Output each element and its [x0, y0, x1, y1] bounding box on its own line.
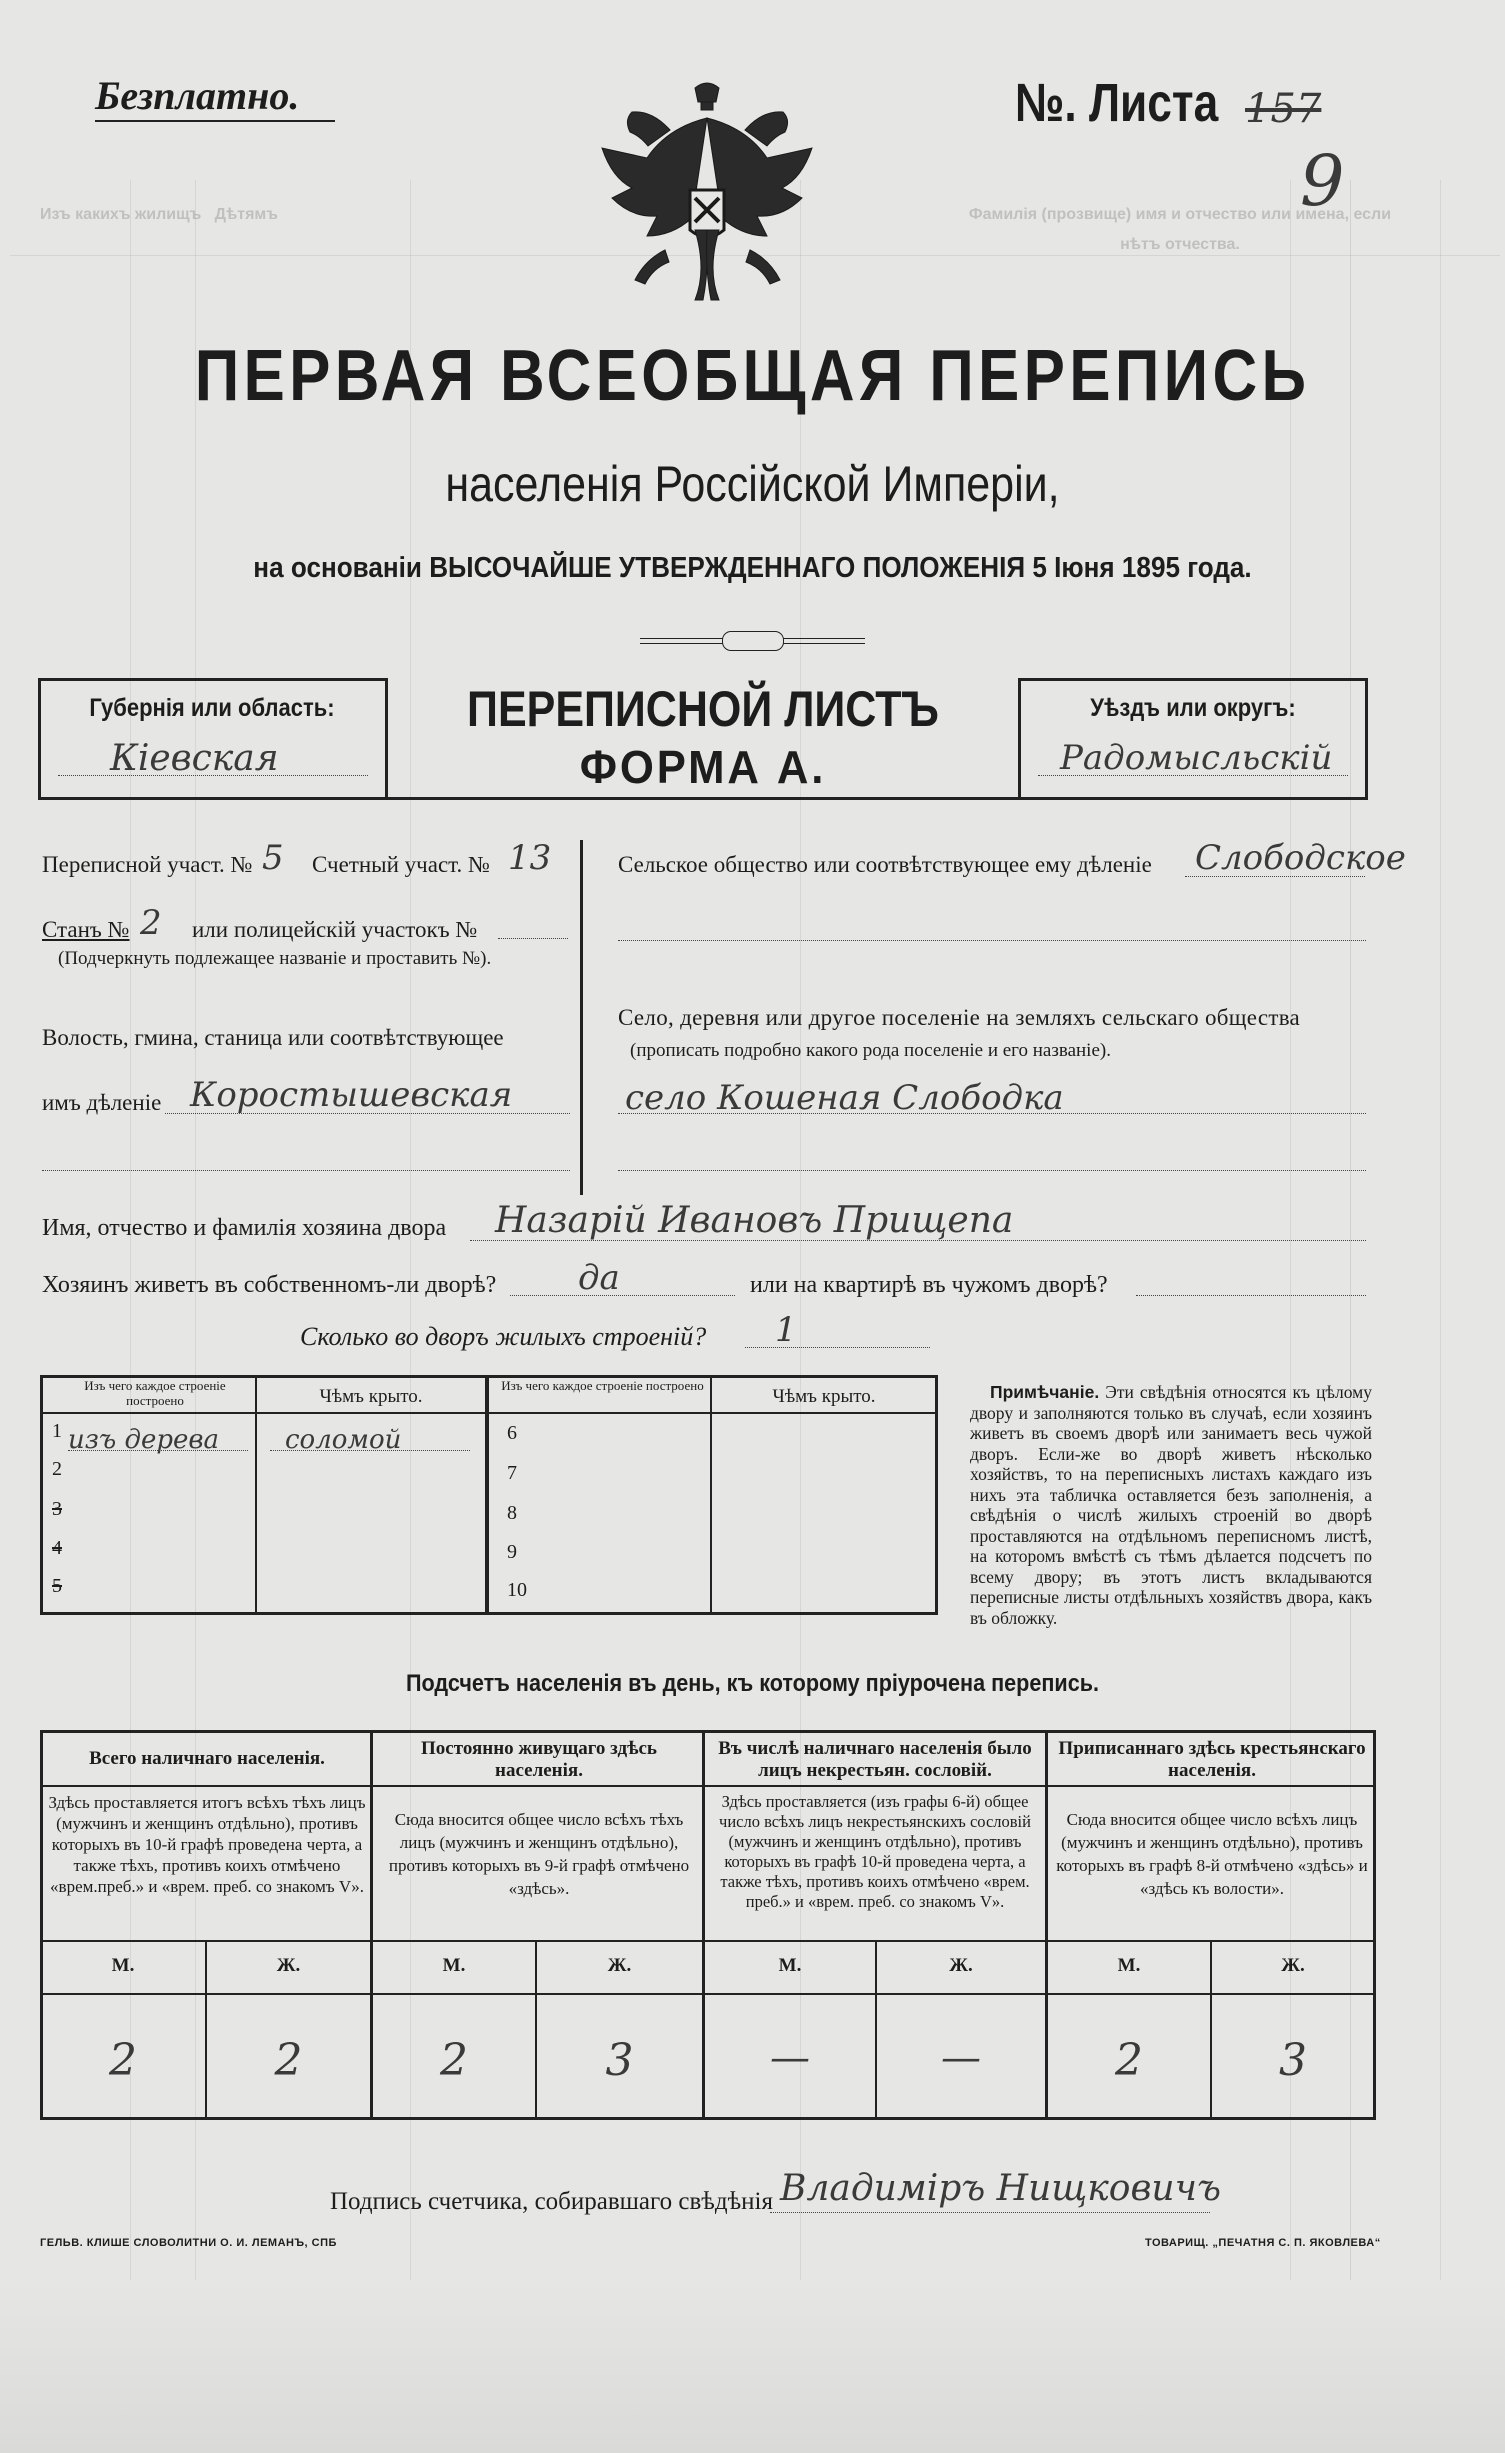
- count-district-value: 13: [508, 838, 552, 878]
- sheet-number-written: 9: [1300, 140, 1345, 222]
- footer-left: ГЕЛЬВ. КЛИШЕ СЛОВОЛИТНИ О. И. ЛЕМАНЪ, СПБ: [40, 2237, 337, 2249]
- row-number: 2: [52, 1458, 62, 1480]
- sheet-number-label: №. Листа: [1015, 73, 1219, 133]
- count-col-4-m-value: 2: [1115, 2035, 1143, 2086]
- row-material: изъ дерева: [68, 1425, 220, 1455]
- society-value: Слободское: [1195, 838, 1406, 878]
- col-roof-right: Чѣмъ крыто.: [772, 1386, 876, 1407]
- count-col-4-m-label: М.: [1117, 1955, 1141, 1976]
- free-label: Безплатно.: [95, 73, 300, 118]
- stan-value: 2: [140, 903, 162, 943]
- col-material-right: Изъ чего каждое строеніе построено: [501, 1378, 704, 1393]
- buildings-label: Сколько во дворъ жилыхъ строеній?: [300, 1322, 707, 1351]
- census-title: ПЕРВАЯ ВСЕОБЩАЯ ПЕРЕПИСЬ: [194, 336, 1311, 416]
- village-value: село Кошеная Слободка: [625, 1078, 1064, 1118]
- count-col-3-m-label: М.: [778, 1955, 802, 1976]
- volost-label-2: имъ дѣленіе: [42, 1090, 162, 1115]
- signature-value: Владиміръ Нищковичъ: [780, 2168, 1221, 2209]
- uezd-value: Радомысльскій: [1060, 738, 1333, 778]
- village-note: (прописать подробно какого рода поселеніе и его названіе).: [630, 1040, 1111, 1061]
- guberniya-value: Кіевская: [110, 738, 279, 779]
- footer-right: ТОВАРИЩ. „ПЕЧАТНЯ С. П. ЯКОВЛЕВА“: [1145, 2237, 1381, 2249]
- col-roof-left: Чѣмъ крыто.: [319, 1386, 423, 1407]
- sheet-number-struck: 157: [1245, 86, 1322, 132]
- count-col-1-m-value: 2: [109, 2035, 137, 2086]
- note-text: Эти свѣдѣнія относятся къ цѣлому двору и заполняются только въ случаѣ, если хозяинъ живетъ въ своемъ дворѣ или занимаетъ весь чужой дворъ. Если-же во дворѣ живетъ нѣсколько хозяйствъ, то на переписныхъ листахъ каждаго изъ нихъ эта табличка оставляется безъ заполненія, а свѣдѣнія о числѣ жилыхъ строеній во дворѣ проставляются на отдѣльномъ переписномъ листѣ, на которомъ вмѣстѣ съ тѣмъ дѣлается подсчетъ по всему двору; въ этотъ листъ вкладываются переписные листы отдѣльныхъ хозяйствъ двора, какъ въ обложку.: [970, 1382, 1373, 1628]
- village-label: Село, деревня или другое поселеніе на земляхъ сельскаго общества: [618, 1005, 1301, 1030]
- count-col-4-f-value: 3: [1279, 2035, 1307, 2086]
- count-col-4-f-label: Ж.: [1281, 1955, 1305, 1976]
- row-number: 8: [507, 1502, 517, 1524]
- count-col-3-f-label: Ж.: [949, 1955, 973, 1976]
- form-variant: ФОРМА А.: [579, 741, 827, 793]
- note-title: Примѣчаніе.: [990, 1382, 1100, 1402]
- count-col-3-f-value: —: [941, 2035, 981, 2081]
- row-number: 7: [507, 1462, 517, 1484]
- count-col-2-head: Постоянно живущаго здѣсь населенія.: [421, 1738, 657, 1781]
- row-roof: соломой: [285, 1425, 402, 1455]
- count-district-label: Счетный участ. №: [312, 852, 490, 877]
- census-basis: на основаніи ВЫСОЧАЙШЕ УТВЕРЖДЕННАГО ПОЛОЖЕНІЯ 5 Іюня 1895 года.: [253, 552, 1252, 584]
- row-number: 5: [52, 1575, 62, 1597]
- count-col-1-f-label: Ж.: [276, 1955, 301, 1976]
- volost-value: Коростышевская: [190, 1075, 513, 1115]
- guberniya-label: Губернія или область:: [89, 694, 335, 722]
- rent-label: или на квартирѣ въ чужомъ дворѣ?: [750, 1272, 1108, 1298]
- count-col-2-f-label: Ж.: [607, 1955, 632, 1976]
- count-col-4-body: Сюда вносится общее число всѣхъ лицъ (мужчинъ и женщинъ отдѣльно), противъ которыхъ въ графѣ 8-й отмѣчено «здѣсь» и «здѣсь къ волости».: [1056, 1810, 1368, 1898]
- signature-label: Подпись счетчика, собиравшаго свѣдѣнія: [330, 2188, 773, 2215]
- note-block: [970, 1382, 1372, 1628]
- row-number: 3: [52, 1498, 62, 1520]
- volost-label: Волость, гмина, станица или соотвѣтствующее: [42, 1025, 504, 1050]
- count-col-3-m-value: —: [770, 2035, 810, 2081]
- police-label: или полицейскій участокъ №: [192, 917, 478, 942]
- census-subtitle: населенія Россійской Имперіи,: [445, 456, 1060, 512]
- count-col-2-f-value: 3: [605, 2035, 634, 2086]
- col-material-left: Изъ чего каждое строеніе построено: [84, 1378, 226, 1408]
- lives-label: Хозяинъ живетъ въ собственномъ-ли дворѣ?: [42, 1272, 497, 1298]
- count-col-2-body: Сюда вносится общее число всѣхъ тѣхъ лицъ (мужчинъ и женщинъ отдѣльно), противъ которыхъ въ 9-й графѣ отмѣчено «здѣсь».: [388, 1810, 690, 1898]
- count-title: Подсчетъ населенія въ день, къ которому пріурочена перепись.: [406, 1670, 1099, 1697]
- row-number: 1: [52, 1420, 62, 1442]
- owner-value: Назарій Ивановъ Прищепа: [495, 1200, 1014, 1241]
- census-district-value: 5: [262, 838, 284, 878]
- row-number: 10: [507, 1579, 527, 1601]
- count-col-1-f-value: 2: [274, 2035, 303, 2086]
- lives-value: да: [578, 1258, 620, 1298]
- double-headed-eagle-icon: [595, 80, 820, 310]
- census-sheet: Безплатно. №. Листа 157 9 Изъ какихъ жилищъ Дѣтямъ Фамилія (прозвище) имя и отчество или имена, если нѣтъ отчества. ПЕРВАЯ ВСЕОБЩАЯ ПЕРЕПИСЬ населенія Россійской Имперіи, на основаніи ВЫСОЧАЙШЕ УТВЕРЖДЕННАГО ПОЛОЖЕНІЯ 5 Іюня 1895 года. Губернія или область: Кіевская ПЕРЕПИСНОЙ ЛИСТЪ ФОРМА А. Уѣздъ или округъ: Радомысльскій Переписной участ. № 5 Счетный участ. № 13 Станъ № 2 или полицейскій участокъ № (Подчеркнуть подлежащее названіе и проставить №). Волость, гмина, станица или соотвѣтствующее имъ дѣленіе Коростышевская Сельское общество или соотвѣтствующее ему дѣленіе Слободское Село, деревня или другое поселеніе на земляхъ сельскаго общества (прописать подробно какого рода поселеніе и его названіе). село Кошеная Слободка Имя, отчество и фамилія хозяина двора Назарій Ивановъ Прищепа Хозяинъ живетъ въ собственномъ-ли дворѣ? да или на квартирѣ въ чужомъ дворѣ? Сколько во дворъ жилыхъ строеній? 1 Изъ чего каждое строеніе построено Чѣмъ крыто. Изъ чего каждое строеніе построено Чѣмъ крыто. 1 изъ дерева соломой 2 3 4 5 6 7 8 9 10 Примѣчаніе. Эти свѣдѣнія относятся къ цѣлому двору и заполняются только въ случаѣ, если хозяинъ живетъ въ своемъ дворѣ или занимаетъ весь чужой дворъ. Если-же во дворѣ живетъ нѣсколько хозяйствъ, то на переписныхъ листахъ каждаго изъ нихъ эта табличка оставляется безъ заполненія, а свѣдѣнія о числѣ жилыхъ строеній во дворѣ проставляются на отдѣльномъ переписномъ листѣ, на которомъ вмѣстѣ съ тѣмъ дѣлается подсчетъ по всему двору; въ этотъ листъ вкладываются переписные листы отдѣльныхъ хозяйствъ двора, какъ въ обложку. Подсчетъ населенія въ день, къ которому пріурочена перепись. Всего наличнаго населенія. Здѣсь проставляется итогъ всѣхъ тѣхъ лицъ (мужчинъ и женщинъ отдѣльно), противъ которыхъ въ 10-й графѣ проведена черта, а также тѣхъ, противъ коихъ отмѣчено «врем.преб.» и «врем. преб. со знакомъ V». Постоянно живущаго здѣсь населенія. Сюда вносится общее число всѣхъ тѣхъ лицъ (мужчинъ и женщинъ отдѣльно), противъ которыхъ въ 9-й графѣ отмѣчено «здѣсь». Въ числѣ наличнаго населенія было лицъ некрестьян. сословій. Здѣсь проставляется (изъ графы 6-й) общее число всѣхъ лицъ некрестьянскихъ сословій (мужчинъ и женщинъ отдѣльно), противъ которыхъ въ графѣ 10-й проведена черта, а также тѣхъ, противъ коихъ отмѣчено «врем. преб.» и «врем. преб. со знакомъ V». Приписаннаго здѣсь крестьянскаго населенія. Сюда вносится общее число всѣхъ лицъ (мужчинъ и женщинъ отдѣльно), противъ которыхъ въ графѣ 8-й отмѣчено «здѣсь» и «здѣсь къ волости». М. Ж. М. Ж. М. Ж. М. Ж. 2 2 2 3 — — 2 3 Подпись счетчика, собиравшаго свѣдѣнія Владиміръ Нищковичъ ГЕЛЬВ. КЛИШЕ СЛОВОЛИТНИ О. И. ЛЕМАНЪ, СПБ ТОВАРИЩ. „ПЕЧАТНЯ С. П. ЯКОВЛЕВА“: [0, 0, 1505, 2453]
- count-col-2-m-value: 2: [440, 2035, 468, 2086]
- census-district-label: Переписной участ. №: [42, 852, 253, 877]
- owner-label: Имя, отчество и фамилія хозяина двора: [42, 1215, 447, 1241]
- count-col-3-head: Въ числѣ наличнаго населенія было лицъ некрестьян. сословій.: [718, 1738, 1032, 1781]
- row-number: 6: [507, 1422, 517, 1444]
- count-col-1-head: Всего наличнаго населенія.: [89, 1748, 325, 1769]
- buildings-table: [40, 1375, 938, 1615]
- uezd-label: Уѣздъ или округъ:: [1090, 694, 1296, 722]
- row-number: 4: [52, 1537, 62, 1559]
- stan-label: Станъ №: [42, 917, 130, 942]
- society-label: Сельское общество или соотвѣтствующее ему дѣленіе: [618, 852, 1152, 877]
- count-col-2-m-label: М.: [442, 1955, 466, 1976]
- row-number: 9: [507, 1541, 517, 1563]
- buildings-value: 1: [775, 1310, 797, 1350]
- count-col-1-m-label: М.: [111, 1955, 135, 1976]
- count-col-4-head: Приписаннаго здѣсь крестьянскаго населенія.: [1058, 1738, 1366, 1781]
- count-col-1-body: Здѣсь проставляется итогъ всѣхъ тѣхъ лицъ (мужчинъ и женщинъ отдѣльно), противъ которыхъ въ 10-й графѣ проведена черта, а также тѣхъ, противъ коихъ отмѣчено «врем.преб.» и «врем. преб. со знакомъ V».: [48, 1793, 366, 1896]
- form-name: ПЕРЕПИСНОЙ ЛИСТЪ: [467, 681, 939, 737]
- count-col-3-body: Здѣсь проставляется (изъ графы 6-й) общее число всѣхъ лицъ некрестьянскихъ сословій (мужчинъ и женщинъ отдѣльно), противъ которыхъ въ графѣ 10-й проведена черта, а также тѣхъ, противъ коихъ отмѣчено «врем. преб.» и «врем. преб. со знакомъ V».: [719, 1792, 1031, 1911]
- underline-note: (Подчеркнуть подлежащее названіе и проставить №).: [58, 948, 492, 969]
- page-bottom-margin: [0, 2280, 1505, 2453]
